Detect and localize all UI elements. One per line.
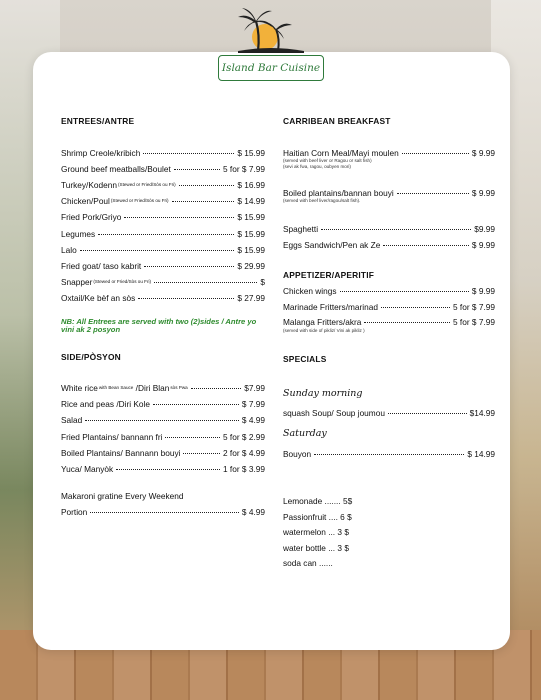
side-item [61,399,265,409]
item-price: $ 15.99 [237,228,265,239]
leader-dots [179,185,235,186]
drink-item: soda can ...... [283,558,333,568]
item-price: 1 for $ 3.99 [223,464,265,474]
sides-heading: SIDE/PÒSYON [61,352,121,362]
item-name: Ground beef meatballs/Boulet [61,164,171,175]
entree-item [61,212,265,222]
saturday-special-row [283,449,495,459]
item-name: Salad [61,415,83,426]
item-note: (Stewed or Fried/Sòs ou Fri) [117,182,176,188]
item-price: $ 29.99 [237,260,265,271]
menu-card [33,52,510,650]
entree-item [61,245,265,255]
leader-dots [388,413,467,414]
item-price: $ 4.99 [241,415,265,426]
leader-dots [383,245,469,246]
item-price: $9.99 [474,224,495,234]
item-price: $ 9.99 [471,148,495,158]
leader-dots [321,229,471,230]
leader-dots [138,298,234,299]
leader-dots [98,234,234,235]
leader-dots [174,169,220,170]
side-item [61,464,265,474]
entree-item [61,164,265,174]
entrees-footnote: NB: All Entrees are served with two (2)sides / Antre yo vini ak 2 posyon [61,317,257,334]
drink-item: watermelon ... 3 $ [283,527,349,537]
item-name: Eggs Sandwich/Pen ak Ze [283,240,381,250]
item-price: $7.99 [244,383,265,393]
breakfast-item [283,224,495,234]
appetizer-item [283,286,495,296]
item-price: $ 27.99 [237,292,265,303]
breakfast-subnote: (sevi ak fwa, ragou, oubyen mori) [283,163,351,169]
entree-item [61,196,265,206]
leader-dots [124,217,234,218]
item-price: 2 for $ 4.99 [223,447,265,458]
item-name: Marinade Fritters/marinad [283,301,378,312]
leader-dots [314,454,464,455]
item-name: Fried goat/ taso kabrit [61,260,142,271]
specials-heading: SPECIALS [283,354,327,364]
item-name: Rice and peas /Diri Kole [61,399,151,410]
item-price: 5 for $ 7.99 [453,301,495,312]
item-name: Oxtail/Ke bèf an sòs [61,292,136,303]
item-price: $ 9.99 [471,286,495,296]
leader-dots [154,282,257,283]
side-item [61,383,265,393]
item-price: 5 for $ 2.99 [223,431,265,442]
leader-dots [191,388,242,389]
appetizer-item [283,317,495,327]
item-price: $ 16.99 [237,180,265,191]
item-note: sòs Pwa [170,385,188,390]
entree-item [61,277,265,287]
item-name: Fried Pork/Griyo [61,212,122,223]
leader-dots [165,437,220,438]
leader-dots [85,420,239,421]
saturday-label: Saturday [283,428,327,439]
leader-dots [402,153,469,154]
palm-tree-icon [218,5,324,57]
leader-dots [143,153,234,154]
item-name: Shrimp Creole/kribich [61,148,141,158]
item-price: $ 15.99 [237,212,265,223]
side-item [61,432,265,442]
saturday-special-price: $ 14.99 [467,449,495,459]
item-name: Snapper$^{(Stewed or Fried/Sòs ou Fri)}$ [61,276,152,287]
item-price: $ 7.99 [241,399,265,410]
item-name: Chicken wings [283,286,337,296]
leader-dots [172,201,235,202]
item-price: $ 9.99 [471,188,495,198]
breakfast-subnote: (served with beef liver or Ragou or salt fish) [283,158,372,163]
leader-dots [364,322,450,323]
sunday-special-name: squash Soup/ Soup joumou [283,408,385,418]
item-price: $ 14.99 [237,196,265,207]
appetizer-heading: APPETIZER/APERITIF [283,270,375,280]
entree-item [61,180,265,190]
leader-dots [183,453,220,454]
drink-item: Passionfruit .... 6 $ [283,511,352,522]
item-price: 5 for $ 7.99 [453,317,495,327]
entree-item [61,261,265,271]
appetizer-subnote: (served with side of pikliz/ Vini ak pikliz ) [283,328,365,333]
entree-item [61,293,265,303]
logo-text: Island Bar Cuisine [218,55,324,81]
item-note: with Bean Sauce [98,385,134,390]
item-price: 5 for $ 7.99 [223,164,265,175]
appetizer-item [283,302,495,312]
side-item [61,415,265,425]
side-item [61,448,265,458]
weekend-special-row [61,507,265,517]
sunday-special-row [283,408,495,418]
sunday-label: Sunday morning [283,388,363,399]
breakfast-item [283,148,495,158]
item-name: Boiled Plantains/ Bannann bouyi [61,447,181,458]
item-name: Yuca/ Manyòk [61,464,114,474]
item-name: White rice$^{with Bean Sauce}$ /Diri Blan$^{sòs Pwa}$ [61,383,188,393]
breakfast-item [283,188,495,198]
item-price: $ 15.99 [237,244,265,255]
drink-item: water bottle ... 3 $ [283,542,349,553]
breakfast-subnote: (served with beef liver/ragou/salt fish). [283,198,361,203]
item-name: Haitian Corn Meal/Mayi moulen [283,148,399,158]
leader-dots [144,266,234,267]
leader-dots [397,193,469,194]
item-name: Fried Plantains/ bannann fri [61,431,163,442]
item-price: $ 15.99 [237,148,265,158]
leader-dots [90,512,239,513]
leader-dots [381,307,450,308]
item-name: Lalo [61,244,77,255]
weekend-special-name: Portion [61,507,88,517]
sunday-special-price: $14.99 [469,408,495,418]
entree-item [61,148,265,158]
saturday-special-name: Bouyon [283,449,312,459]
breakfast-item [283,240,495,250]
breakfast-heading: CARRIBEAN BREAKFAST [283,116,391,126]
item-price: $ [260,276,265,287]
item-name: Turkey/Kodenn$^{(Stewed or Fried/Sòs ou Fri)}$ [61,180,176,191]
item-name: Malanga Fritters/akra [283,317,362,327]
weekend-special-price: $ 4.99 [241,507,265,517]
drink-item: Lemonade ....... 5$ [283,496,353,506]
leader-dots [153,404,239,405]
item-name: Boiled plantains/bannan bouyi [283,188,394,198]
item-price: $ 9.99 [471,240,495,250]
item-note: (Stewed or Fried/Sòs ou Fri) [110,198,169,204]
entrees-heading: ENTREES/ANTRE [61,116,135,126]
leader-dots [116,469,220,470]
item-name: Legumes [61,228,96,239]
restaurant-logo [218,5,324,81]
weekend-special-title: Makaroni gratine Every Weekend [61,491,184,501]
leader-dots [340,291,469,292]
item-note: (Stewed or Fried/Sòs ou Fri) [93,278,152,284]
leader-dots [80,250,235,251]
item-name: Spaghetti [283,224,319,234]
item-name: Chicken/Poul$^{(Stewed or Fried/Sòs ou Fri)}$ [61,196,169,207]
entree-item [61,229,265,239]
